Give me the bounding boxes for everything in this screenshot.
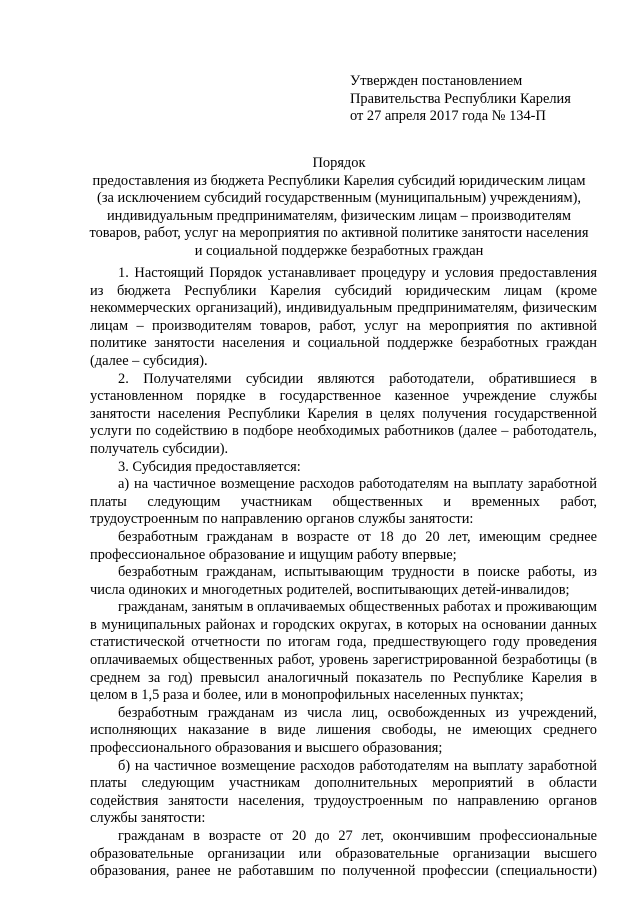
paragraph-3b: б) на частичное возмещение расходов работодателям на выплату заработной платы следующим участникам дополнительных мероприятий в области содействия занятости населения, трудоустроенным по направлению органов службы занятости:: [90, 757, 597, 827]
document-body: [90, 265, 597, 881]
paragraph-3a-item-4: безработным гражданам из числа лиц, освобожденных из учреждений, исполняющих наказание в виде лишения свободы, не имеющих среднего профессионального образования и высшего образования;: [90, 704, 597, 757]
paragraph-3a-item-2: безработным гражданам, испытывающим трудности в поиске работы, из числа одиноких и многодетных родителей, воспитывающих детей-инвалидов;: [90, 564, 597, 598]
title-line: предоставления из бюджета Республики Карелия субсидий юридическим лицам: [92, 172, 586, 189]
approval-line-3: от 27 апреля 2017 года № 134-П: [350, 108, 546, 125]
approval-stamp: [350, 73, 620, 126]
title-line: индивидуальным предпринимателям, физическим лицам – производителям: [106, 207, 571, 224]
document-title: [84, 155, 594, 261]
title-line: и социальной поддержке безработных граждан: [194, 242, 484, 259]
approval-line-2: Правительства Республики Карелия: [350, 90, 571, 107]
title-line: товаров, работ, услуг на мероприятия по активной политике занятости населения: [89, 225, 589, 242]
paragraph-2: 2. Получателями субсидии являются работодатели, обратившиеся в установленном порядке в государственное казенное учреждение службы занятости населения Республики Карелия в целях получения государственной услуги по содействию в подборе необходимых работников (далее – работодатель, получатель субсидии).: [90, 370, 597, 457]
paragraph-1: 1. Настоящий Порядок устанавливает процедуру и условия предоставления из бюджета Республики Карелия субсидий юридическим лицам (кроме некоммерческих организаций), индивидуальным предпринимателям, физическим лицам – производителям товаров, работ, услуг на мероприятия по активной политике занятости населения и социальной поддержке безработных граждан (далее – субсидия).: [90, 265, 597, 369]
paragraph-3: 3. Субсидия предоставляется:: [118, 458, 301, 475]
paragraph-3a-item-3: гражданам, занятым в оплачиваемых общественных работах и проживающим в муниципальных районах и городских округах, в которых на основании данных статистической отчетности по итогам года, предшествующего году проведения оплачиваемых общественных работ, уровень зарегистрированной безработицы (в среднем за год) превысил аналогичный показатель по Республике Карелия в целом в 1,5 раза и более, или в монопрофильных населенных пунктах;: [90, 599, 597, 704]
title-heading: Порядок: [312, 155, 366, 171]
paragraph-3a: а) на частичное возмещение расходов работодателям на выплату заработной платы следующим участникам общественных и временных работ, трудоустроенным по направлению органов службы занятости:: [90, 476, 597, 528]
title-line: (за исключением субсидий государственным (муниципальным) учреждениям),: [97, 190, 581, 207]
approval-line-1: Утвержден постановлением: [350, 73, 523, 89]
paragraph-3b-item-1: гражданам в возрасте от 20 до 27 лет, окончившим профессиональные образовательные организации или образовательные организации высшего образования, ранее не работавшим по полученной профессии (специальности): [90, 828, 597, 880]
paragraph-3a-item-1: безработным гражданам в возрасте от 18 до 20 лет, имеющим среднее профессиональное образование и ищущим работу впервые;: [90, 528, 597, 563]
